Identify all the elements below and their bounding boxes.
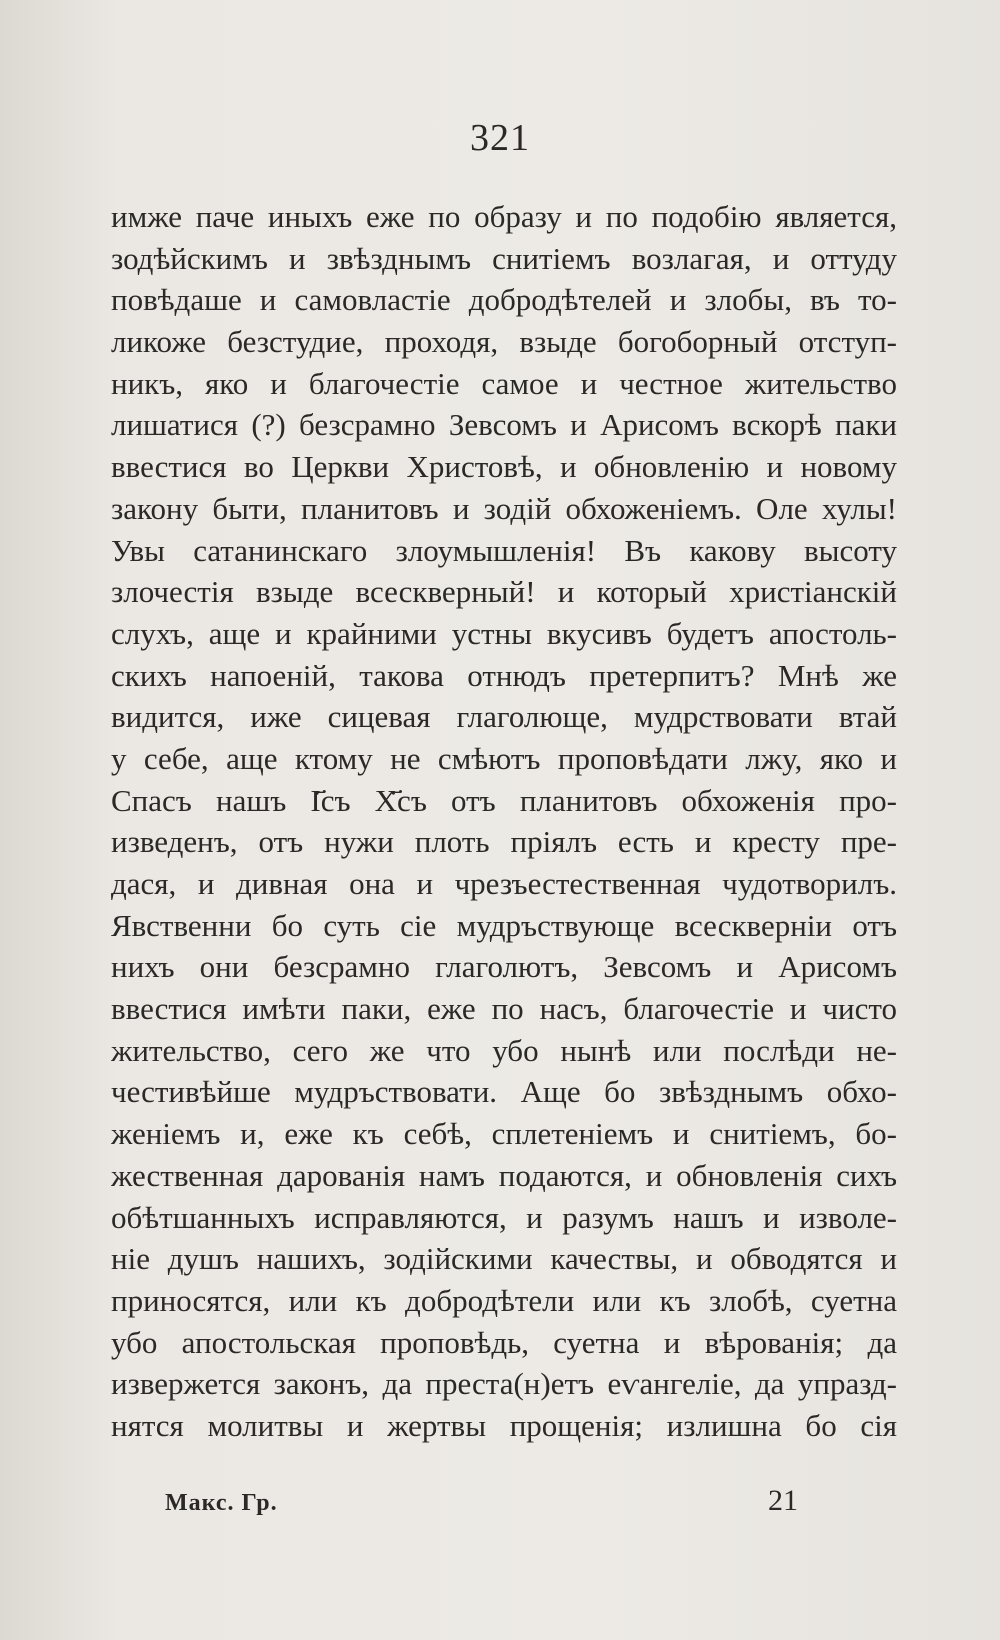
text-line: Спасъ нашъ І҃съ Х҃съ отъ планитовъ обхоженія про- — [111, 782, 897, 818]
text-line: жительство, сего же что убо нынѣ или послѣди не- — [111, 1032, 897, 1068]
text-line: дася, и дивная она и чрезъестественная чудотворилъ. — [111, 866, 897, 901]
text-line: зодѣйскимъ и звѣзднымъ снитіемъ возлагая, и оттуду — [111, 240, 897, 276]
text-line: обѣтшанныхъ исправляются, и разумъ нашъ и изволе- — [111, 1199, 897, 1235]
body-text — [111, 196, 897, 1447]
text-line: лишатися (?) безсрамно Зевсомъ и Арисомъ вскорѣ паки — [111, 407, 897, 443]
page-number: 321 — [470, 117, 530, 159]
footer-signature: Макс. Гр. — [165, 1490, 278, 1516]
text-line: ликоже безстудие, проходя, взыде богоборный отступ- — [111, 324, 897, 360]
text-line: у себе, аще ктому не смѣютъ проповѣдати лжу, яко и — [111, 740, 897, 776]
text-line: Явственни бо суть сіе мудръствующе всескверніи отъ — [111, 907, 897, 943]
text-line: закону быти, планитовъ и зодій обхоженіемъ. Оле хулы! — [111, 490, 897, 526]
text-line: ввестися имѣти паки, еже по насъ, благочестіе и чисто — [111, 991, 897, 1027]
sheet-number: 21 — [768, 1484, 798, 1517]
text-line: злочестія взыде всескверный! и который христіанскій — [111, 574, 897, 610]
text-line: слухъ, аще и крайними устны вкусивъ будетъ апостоль- — [111, 615, 897, 651]
text-line: ввестися во Церкви Христовѣ, и обновленію и новому — [111, 449, 897, 485]
text-line: видится, иже сицевая глаголюще, мудрствовати втай — [111, 699, 897, 735]
text-line: извержется законъ, да преста(н)етъ еѵангеліе, да упразд- — [111, 1366, 897, 1402]
text-line: нихъ они безсрамно глаголютъ, Зевсомъ и Арисомъ — [111, 949, 897, 985]
text-line: нятся молитвы и жертвы прощенія; излишна бо сія — [111, 1407, 897, 1443]
text-line: убо апостольская проповѣдь, суетна и вѣрованія; да — [111, 1324, 897, 1360]
text-line: изведенъ, отъ нужи плоть пріялъ есть и кресту пре- — [111, 824, 897, 860]
text-line: честивѣйше мудръствовати. Аще бо звѣзднымъ обхо- — [111, 1074, 897, 1110]
text-line: скихъ напоеній, такова отнюдъ претерпитъ? Мнѣ же — [111, 657, 897, 693]
text-line: женіемъ и, еже къ себѣ, сплетеніемъ и снитіемъ, бо- — [111, 1116, 897, 1152]
text-line: Увы сатанинскаго злоумышленія! Въ какову высоту — [111, 532, 897, 568]
text-line: жественная дарованія намъ подаются, и обновленія сихъ — [111, 1157, 897, 1193]
text-line: ніе душъ нашихъ, зодійскими качествы, и обводятся и — [111, 1241, 897, 1277]
text-line: никъ, яко и благочестіе самое и честное жительство — [111, 365, 897, 401]
page-footer — [0, 1484, 1000, 1524]
text-line: приносятся, или къ добродѣтели или къ злобѣ, суетна — [111, 1282, 897, 1318]
text-line: повѣдаше и самовластіе добродѣтелей и злобы, въ то- — [111, 282, 897, 318]
text-line: имже паче иныхъ еже по образу и по подобію является, — [111, 199, 897, 234]
